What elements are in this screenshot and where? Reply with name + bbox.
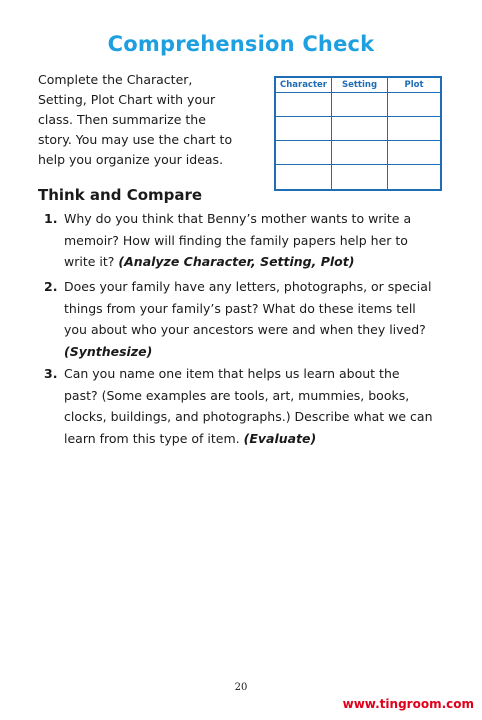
intro-line: class. Then summarize the xyxy=(38,112,206,127)
question-number: 1. xyxy=(44,211,58,226)
intro-line: Complete the Character, xyxy=(38,72,193,87)
question-line: past? (Some examples are tools, art, mummies, books, xyxy=(64,387,410,403)
chart-cell xyxy=(388,165,440,189)
intro-line: story. You may use the chart to xyxy=(38,132,233,147)
section-heading: Think and Compare xyxy=(38,186,203,204)
question-line: Can you name one item that helps us learn about the xyxy=(64,366,400,381)
question-line-text: write it? xyxy=(64,254,115,269)
chart-cell xyxy=(332,93,388,117)
question-line-text: learn from this type of item. xyxy=(64,430,240,446)
question-line: memoir? How will finding the family papers help her to xyxy=(64,232,408,248)
intro-line: Setting, Plot Chart with your xyxy=(38,92,216,107)
chart-cell xyxy=(388,93,440,117)
chart-cell xyxy=(332,117,388,141)
page-number: 20 xyxy=(234,682,248,693)
question-line: things from your family’s past? What do these items tell xyxy=(64,300,416,316)
question-skill-tag: (Synthesize) xyxy=(64,343,153,359)
question-skill-tag: (Evaluate) xyxy=(243,430,317,446)
chart-cell xyxy=(276,117,332,141)
question-line: clocks, buildings, and photographs.) Describe what we can xyxy=(64,409,433,424)
question-text xyxy=(64,208,464,273)
question-line: Why do you think that Benny’s mother wants to write a xyxy=(64,211,412,226)
chart-cell xyxy=(276,165,332,189)
chart-header-character: Character xyxy=(276,78,332,93)
chart-header-plot: Plot xyxy=(388,78,440,93)
character-setting-plot-chart xyxy=(274,76,442,191)
chart-cell xyxy=(276,93,332,117)
question-line-last xyxy=(64,251,464,273)
intro-line: help you organize your ideas. xyxy=(38,152,224,167)
chart-cell xyxy=(388,117,440,141)
intro-paragraph xyxy=(38,70,263,170)
question-line-last xyxy=(64,428,464,450)
question-number: 2. xyxy=(44,279,58,294)
question-text xyxy=(64,363,464,449)
page-title: Comprehension Check xyxy=(107,32,375,56)
chart-cell xyxy=(332,165,388,189)
question-skill-tag: (Analyze Character, Setting, Plot) xyxy=(118,254,355,269)
question-number: 3. xyxy=(44,366,58,381)
watermark-link[interactable]: www.tingroom.com xyxy=(342,697,474,711)
question-line: Does your family have any letters, photographs, or special xyxy=(64,279,432,294)
chart-cell xyxy=(388,141,440,165)
chart-header-setting: Setting xyxy=(332,78,388,93)
chart-cell xyxy=(276,141,332,165)
question-text xyxy=(64,276,464,362)
chart-cell xyxy=(332,141,388,165)
question-line: you about who your ancestors were and when they lived? xyxy=(64,322,426,337)
question-line-last xyxy=(64,341,464,363)
